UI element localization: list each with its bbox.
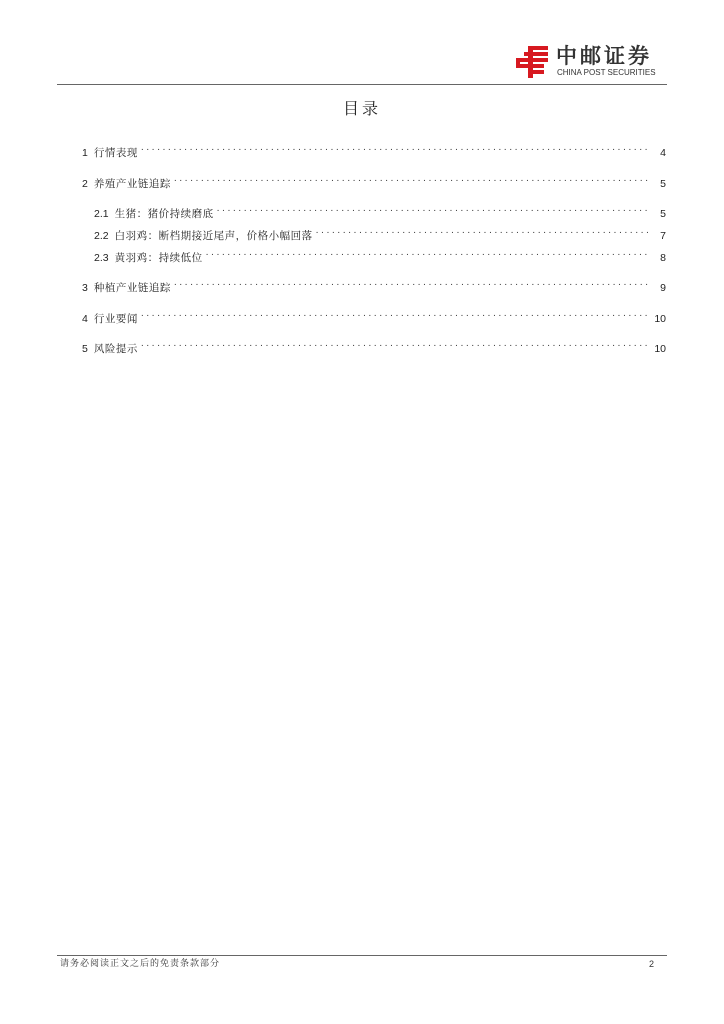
- toc-entry-2[interactable]: [82, 169, 666, 190]
- toc-entry-number: 1: [82, 147, 88, 159]
- toc-entry-text: 风险提示: [93, 343, 138, 355]
- toc-entry-text: 生猪：猪价持续磨底: [114, 208, 214, 220]
- toc-entry-5[interactable]: [82, 334, 666, 355]
- toc-entry-4[interactable]: [82, 304, 666, 325]
- toc-entry-text: 养殖产业链追踪: [93, 178, 171, 190]
- toc-entry-number: 2.3: [94, 252, 109, 264]
- logo-chinese-name: 中邮证券: [556, 44, 652, 68]
- toc-dot-leader: [206, 243, 649, 261]
- toc-dot-leader: [174, 169, 649, 187]
- toc-entry-3[interactable]: [82, 273, 666, 294]
- toc-entry-text: 种植产业链追踪: [93, 282, 171, 294]
- toc-dot-leader: [316, 221, 649, 239]
- toc-entry-page: 8: [660, 252, 666, 264]
- toc-entry-page: 5: [660, 208, 666, 220]
- page-number: 2: [648, 959, 654, 969]
- toc-title: 目录: [342, 99, 381, 118]
- toc-entry-2-3[interactable]: [94, 243, 666, 264]
- toc-entry-text: 白羽鸡：断档期接近尾声，价格小幅回落: [114, 230, 313, 242]
- toc-entry-2-1[interactable]: [94, 199, 666, 220]
- toc-entry-number: 4: [82, 313, 88, 325]
- toc-entry-page: 10: [654, 313, 666, 325]
- toc-entry-page: 4: [660, 147, 666, 159]
- toc-entry-page: 10: [654, 343, 666, 355]
- disclaimer-note: 请务必阅读正文之后的免责条款部分: [60, 959, 221, 969]
- toc-entry-number: 2: [82, 178, 88, 190]
- toc-entry-1[interactable]: [82, 138, 666, 159]
- logo-english-name: CHINA POST SECURITIES: [557, 68, 656, 77]
- company-logo: [514, 44, 669, 80]
- toc-entry-text: 黄羽鸡：持续低位: [114, 252, 203, 264]
- toc-entry-page: 5: [660, 178, 666, 190]
- toc-dot-leader: [141, 334, 649, 352]
- toc-dot-leader: [141, 304, 649, 322]
- toc-dot-leader: [217, 199, 649, 217]
- footer-divider: [57, 955, 667, 956]
- toc-entry-page: 7: [660, 230, 666, 242]
- toc-entry-number: 3: [82, 282, 88, 294]
- china-post-logo-icon: [514, 44, 550, 80]
- toc-entry-text: 行情表现: [93, 147, 138, 159]
- toc-entry-page: 9: [660, 282, 666, 294]
- toc-entry-text: 行业要闻: [93, 313, 138, 325]
- header-divider: [57, 84, 667, 85]
- toc-entry-number: 2.2: [94, 230, 109, 242]
- toc-entry-number: 5: [82, 343, 88, 355]
- toc-entry-number: 2.1: [94, 208, 109, 220]
- toc-entry-2-2[interactable]: [94, 221, 666, 242]
- toc-dot-leader: [141, 138, 649, 156]
- toc-dot-leader: [174, 273, 649, 291]
